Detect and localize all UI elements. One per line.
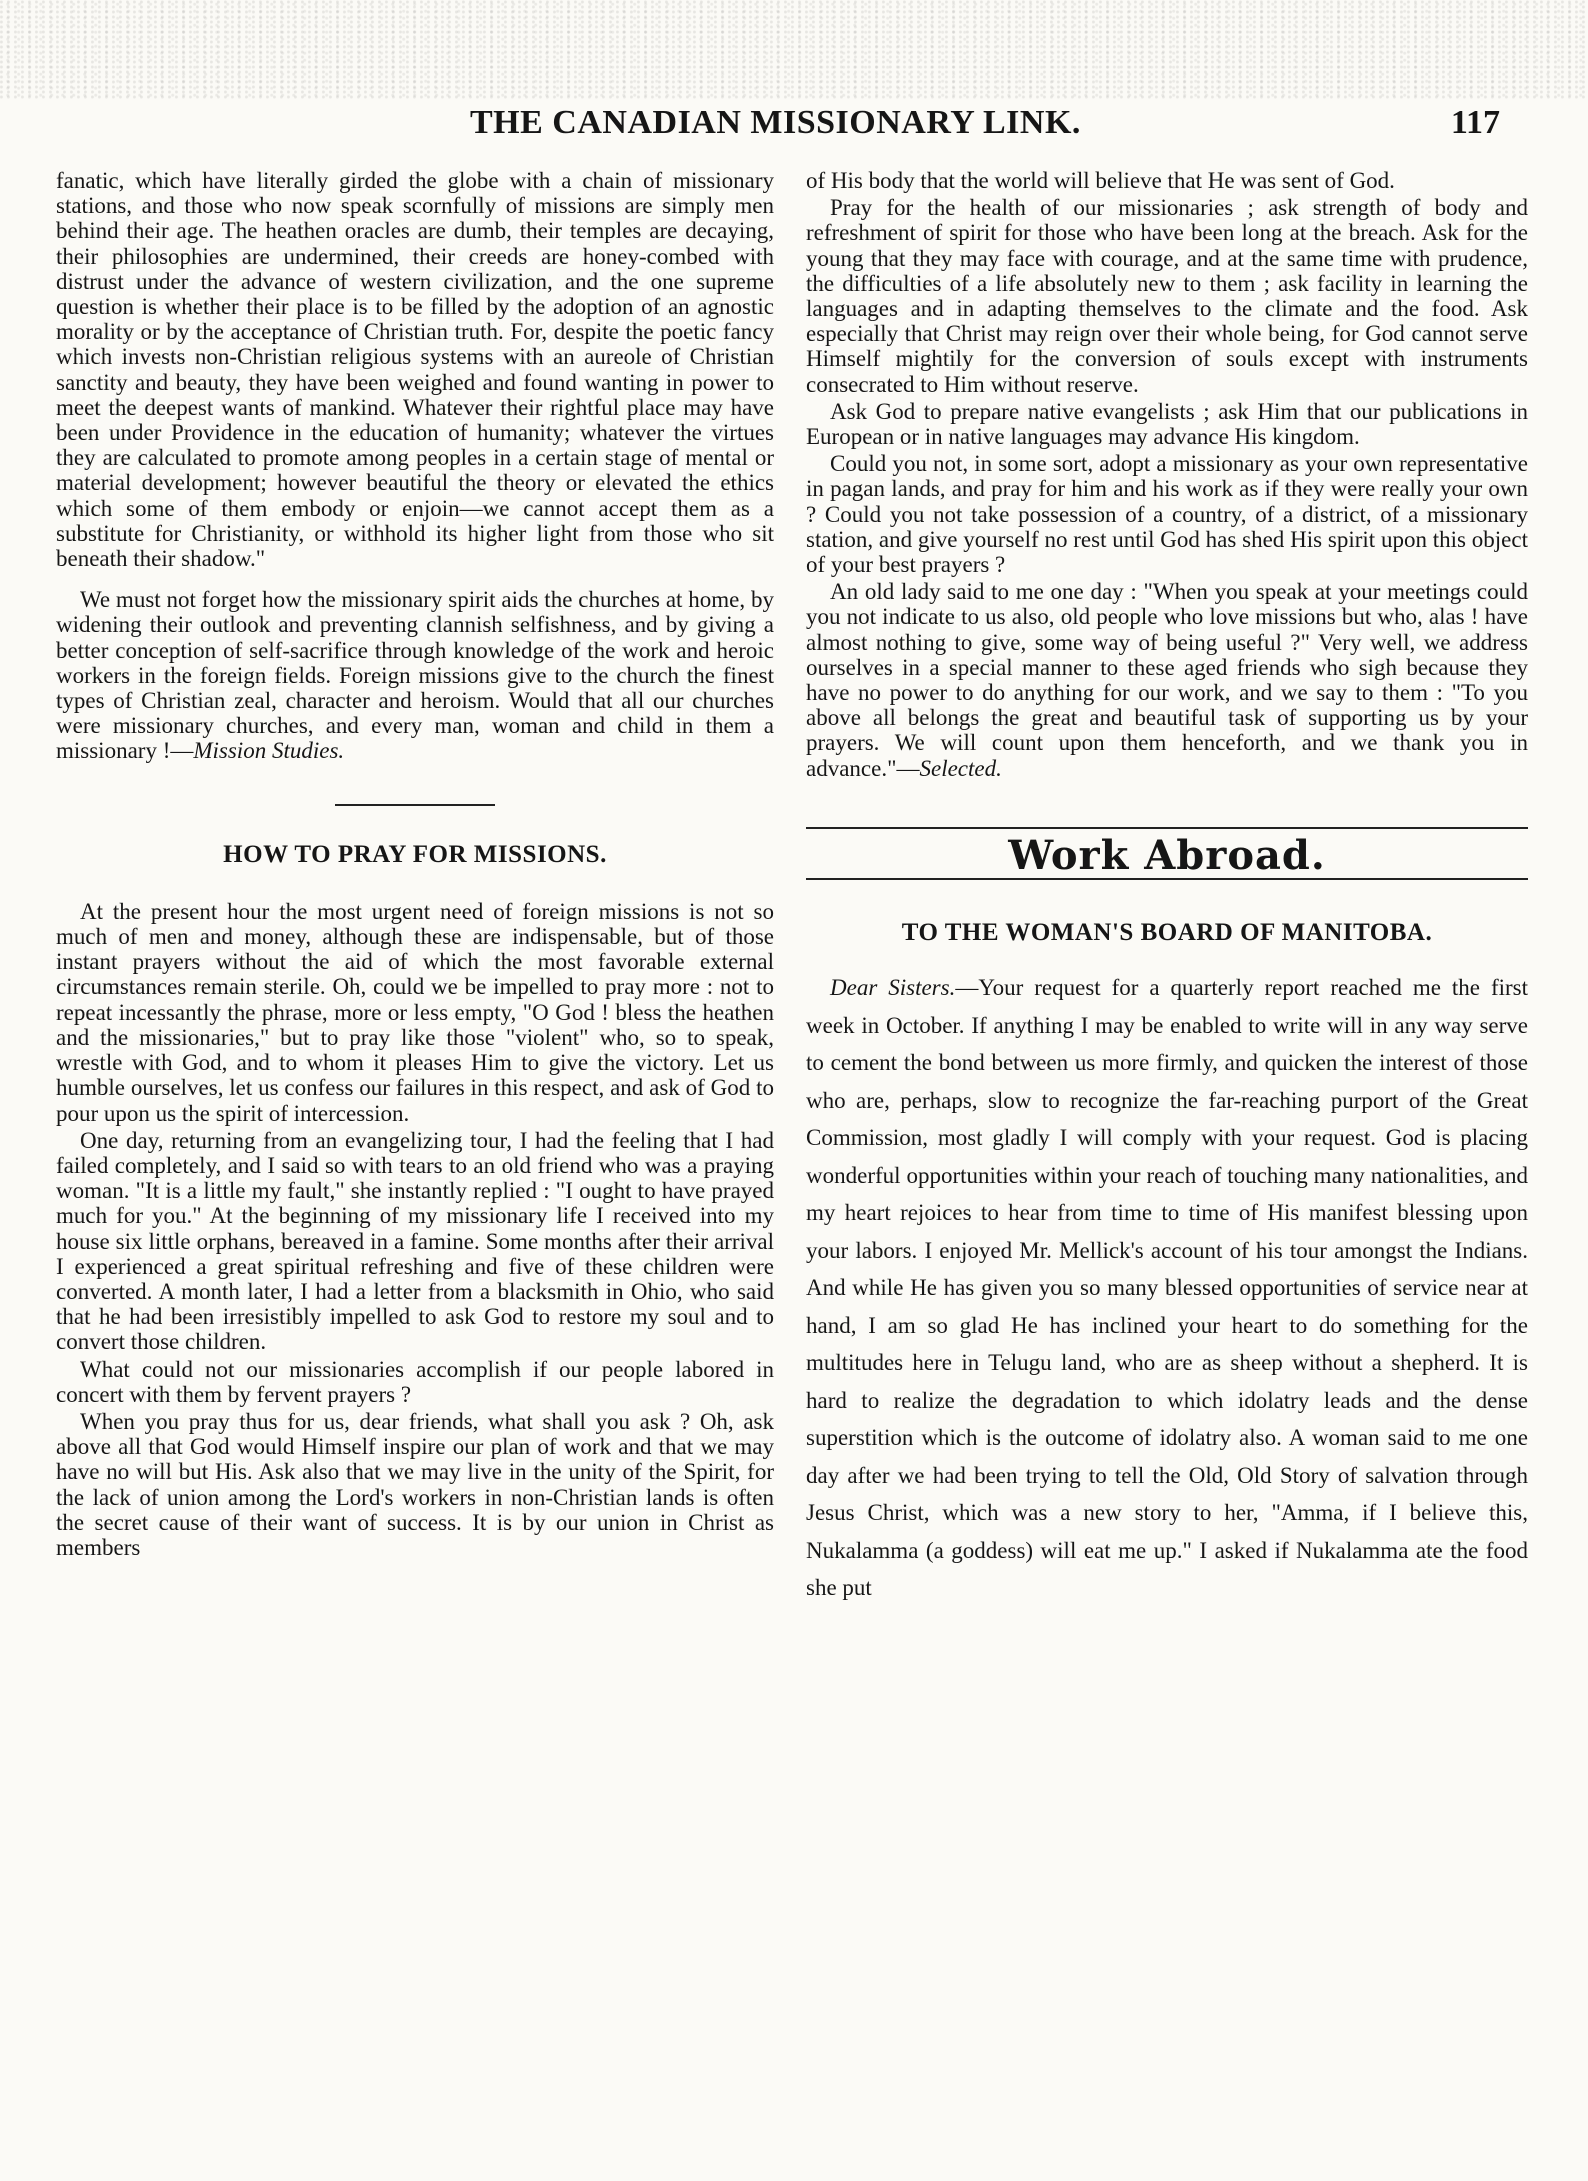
spacer (806, 945, 1528, 969)
scan-noise-band (0, 0, 1588, 100)
spacer (56, 766, 774, 804)
spacer (56, 867, 774, 899)
letter-body (806, 969, 1528, 1607)
body-paragraph-text: An old lady said to me one day : "When you speak at your meetings could you not indicate to us also, old people who love missions but who, alas ! have almost nothing to give, some way of being useful ?" Very well, we address ourselves in a special manner to these aged friends who sigh because they have no power to do anything for our work, and we say to them : "To you above all belongs the great and beautiful task of supporting us by your prayers. We will count upon them henceforth, and we thank you in advance."— (806, 579, 1528, 781)
body-paragraph: of His body that the world will believe that He was sent of God. (806, 168, 1395, 193)
running-title: THE CANADIAN MISSIONARY LINK. (470, 104, 1081, 141)
closing-source: Selected. (919, 755, 1002, 781)
section-paragraph: When you pray thus for us, dear friends, what shall you ask ? Oh, ask above all that God would Himself inspire our plan of work and that we may have no will but His. Ask also that we may live in the unity of the Spirit, for the lack of union among the Lord's workers in non-Christian lands is often the secret cause of their want of success. It is by our union in Christ as members (56, 1408, 774, 1560)
right-column (806, 168, 1528, 2161)
intro-paragraph: fanatic, which have literally girded the globe with a chain of missionary stations, and those who now speak scornfully of missions are simply men behind their age. The heathen oracles are dumb, their temples are decaying, their philosophies are undermined, their creeds are honey-combed with distrust under the advance of western civilization, and the one supreme question is whether their place is to be filled by the adoption of an agnostic morality or by the acceptance of Christian truth. For, despite the poetic fancy which invests non-Christian religious systems with an aureole of Christian sanctity and beauty, they have been weighed and found wanting in power to meet the deepest wants of mankind. Whatever their rightful place may have been under Providence in the education of humanity; whatever the virtues they are calculated to promote among peoples in a certain stage of mental or material development; however beautiful the theory or elevated the ethics which some of them embody or enjoin—we cannot accept them as a substitute for Christianity, or withhold its higher light from those who sit beneath their shadow." (56, 168, 774, 572)
closing-source: Mission Studies. (193, 738, 345, 764)
closing-text: We must not forget how the missionary spirit aids the churches at home, by widening their outlook and preventing clannish selfishness, and by giving a better conception of self-sacrifice through knowledge of the work and heroic workers in the foreign fields. Foreign missions give to the church the finest types of Christian zeal, character and heroism. Would that all our churches were missionary churches, and every man, woman and child in them a missionary !— (56, 587, 774, 764)
body-paragraph (806, 579, 1528, 781)
body-paragraph: Ask God to prepare native evangelists ; ask Him that our publications in European or in native languages may advance His kingdom. (806, 398, 1528, 450)
section-paragraph: What could not our missionaries accomplish if our people labored in concert with them by fervent prayers ? (56, 1356, 774, 1407)
letter-heading: TO THE WOMAN'S BOARD OF MANITOBA. (901, 919, 1433, 947)
closing-paragraph (56, 587, 774, 763)
spacer (806, 783, 1528, 827)
section-heading: HOW TO PRAY FOR MISSIONS. (223, 840, 607, 868)
spacer (806, 880, 1528, 920)
letter-text: —Your request for a quarterly report reached me the first week in October. If anything I may be enabled to write will in any way serve to cement the bond between us more firmly, and quicken the interest of those who are, perhaps, slow to recognize the far-reaching purport of the Great Commission, most gladly I will comply with your request. God is placing wonderful opportunities within your reach of touching many nationalities, and my heart rejoices to hear from time to time of His manifest blessing upon your labors. I enjoyed Mr. Mellick's account of his tour amongst the Indians. And while He has given you so many blessed opportunities of service near at hand, I am so glad He has inclined your heart to do something for the multitudes here in Telugu land, who are as sheep without a shepherd. It is hard to realize the degradation to which idolatry leads and the dense superstition which is the outcome of idolatry also. A woman said to me one day after we had been trying to tell the Old, Old Story of salvation through Jesus Christ, which was a new story to her, "Amma, if I believe this, Nukalamma (a goddess) will eat me up." I asked if Nukalamma ate the food she put (806, 975, 1528, 1601)
spacer (56, 806, 774, 842)
left-column (56, 168, 774, 2161)
section-title: Work Abroad. (1008, 831, 1326, 879)
section-paragraph: One day, returning from an evangelizing tour, I had the feeling that I had failed completely, and I said so with tears to an old friend who was a praying woman. "It is a little my fault," she instantly replied : "I ought to have prayed much for you." At the beginning of my missionary life I received into my house six little orphans, bereaved in a famine. Some months after their arrival I experienced a great spiritual refreshing and five of these children were converted. A month later, I had a letter from a blacksmith in Ohio, who said that he had been irresistibly impelled to ask God to restore my soul and to convert those children. (56, 1127, 774, 1355)
section-paragraph: At the present hour the most urgent need of foreign missions is not so much of men and money, although these are indispensable, but of those instant prayers without the aid of which the most favorable external circumstances remain sterile. Oh, could we be impelled to pray more : not to repeat incessantly the phrase, more or less empty, "O God ! bless the heathen and the missionaries," but to pray like those "violent" who, so to speak, wrestle with God, and to whom it pleases Him to give the victory. Let us humble ourselves, let us confess our failures in this respect, and ask of God to pour upon us the spirit of intercession. (56, 898, 774, 1126)
spacer (56, 573, 774, 587)
body-paragraph: Could you not, in some sort, adopt a missionary as your own representative in pagan lands, and pray for him and his work as if they were really your own ? Could you not take possession of a country, of a district, of a missionary station, and give yourself no rest until God has shed His spirit upon this object of your best prayers ? (806, 451, 1528, 578)
letter-salutation: Dear Sisters. (830, 975, 956, 1001)
page-header (340, 104, 1540, 150)
body-paragraph: Pray for the health of our missionaries ; ask strength of body and refreshment of spirit for those who have been long at the breach. Ask for the young that they may face with courage, and at the same time with prudence, the difficulties of a life absolutely new to them ; ask facility in learning the languages and in adapting themselves to the climate and the food. Ask especially that Christ may reign over their whole being, for God cannot serve Himself mightily for the conversion of souls except with instruments consecrated to Him without reserve. (806, 195, 1528, 397)
page-number: 117 (1450, 104, 1500, 141)
